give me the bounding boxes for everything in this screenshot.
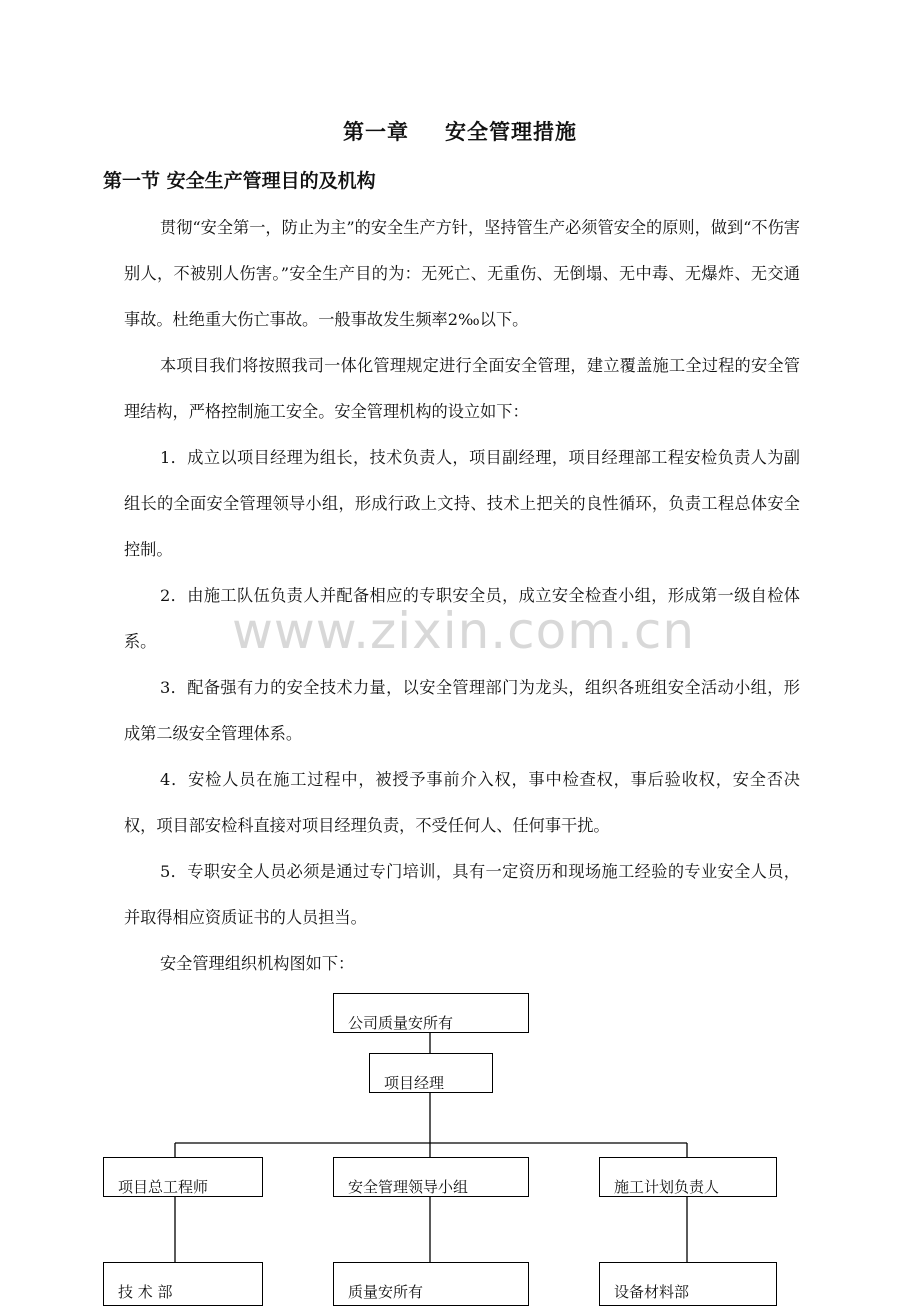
org-box-tech-dept: 技 术 部 — [103, 1262, 263, 1306]
paragraph-item-4: 4．安检人员在施工过程中，被授予事前介入权，事中检查权，事后验收权，安全否决权，项目部安检科直接对项目经理负责，不受任何人、任何事干扰。 — [124, 770, 800, 835]
watermark: www.zixin.com.cn — [232, 602, 696, 660]
paragraph-policy: 贯彻“安全第一，防止为主”的安全生产方针，坚持管生产必须管安全的原则，做到“不伤害别人，不被别人伤害。”安全生产目的为：无死亡、无重伤、无倒塌、无中毒、无爆炸、无交通事故。杜绝重大伤亡事故。一般事故发生频率2‰以下。 — [124, 218, 800, 329]
org-box-equipment-dept: 设备材料部 — [599, 1262, 777, 1306]
section-title: 第一节 安全生产管理目的及机构 — [103, 170, 376, 192]
chapter-name: 安全管理措施 — [445, 120, 577, 144]
org-box-company: 公司质量安所有 — [333, 993, 529, 1033]
org-box-quality-safety: 质量安所有 — [333, 1262, 529, 1306]
paragraph-item-2: 2．由施工队伍负责人并配备相应的专职安全员，成立安全检查小组，形成第一级自检体系。 — [124, 586, 800, 651]
org-box-project-manager: 项目经理 — [369, 1053, 493, 1093]
chapter-number: 第一章 — [343, 120, 409, 144]
paragraph-item-5: 5．专职安全人员必须是通过专门培训，具有一定资历和现场施工经验的专业安全人员，并取得相应资质证书的人员担当。 — [124, 862, 800, 927]
org-box-planning-lead: 施工计划负责人 — [599, 1157, 777, 1197]
paragraph-intro: 本项目我们将按照我司一体化管理规定进行全面安全管理，建立覆盖施工全过程的安全管理结构，严格控制施工安全。安全管理机构的设立如下： — [124, 356, 800, 421]
paragraph-item-1: 1．成立以项目经理为组长，技术负责人，项目副经理，项目经理部工程安检负责人为副组长的全面安全管理领导小组，形成行政上文持、技术上把关的良性循环，负责工程总体安全控制。 — [124, 448, 800, 559]
paragraph-chart-caption: 安全管理组织机构图如下： — [160, 954, 355, 973]
paragraph-item-3: 3．配备强有力的安全技术力量，以安全管理部门为龙头，组织各班组安全活动小组，形成第二级安全管理体系。 — [124, 678, 800, 743]
org-box-safety-group: 安全管理领导小组 — [333, 1157, 529, 1197]
org-box-chief-engineer: 项目总工程师 — [103, 1157, 263, 1197]
